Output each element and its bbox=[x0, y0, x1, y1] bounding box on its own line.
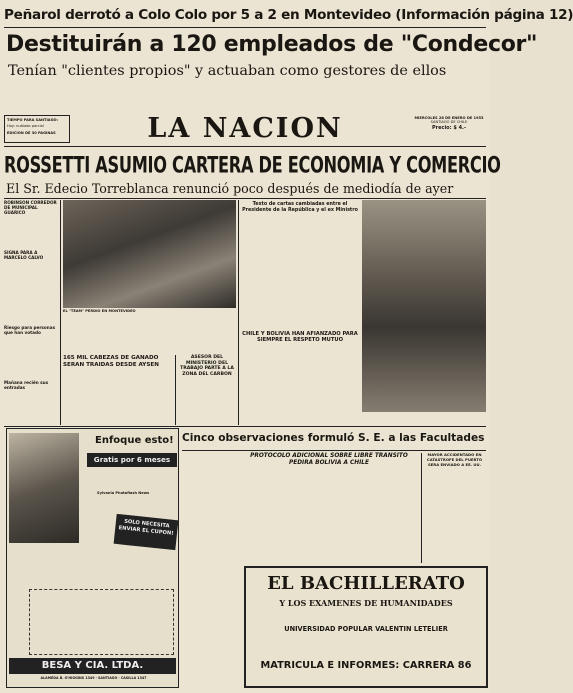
condecor-headline: Destituirán a 120 empleados de "Condecor" bbox=[6, 32, 538, 57]
weather-box bbox=[4, 115, 70, 143]
coupon bbox=[29, 589, 174, 655]
left-head-1: ROBINSON CORREDOR DE MUNICIPAL GUARICO bbox=[4, 200, 57, 215]
protocolo-headline: PROTOCOLO ADICIONAL SOBRE LIBRE TRANSITO PEDIRA BOLIVIA A CHILE bbox=[250, 453, 408, 467]
dateline-box bbox=[412, 116, 486, 144]
team-photo-caption: EL "TEAM" PERDIO EN MONTEVIDEO bbox=[63, 309, 136, 313]
ad-sylvania: Sylvania Photoflash News bbox=[97, 491, 150, 495]
woman-photo bbox=[9, 433, 79, 543]
condecor-text-col3 bbox=[199, 82, 294, 114]
ad-address: ALAMEDA B. O'HIGGINS 1349 · SANTIAGO · CASILLA 1347 bbox=[40, 676, 147, 680]
weather-text: Hoy: nublado parcial bbox=[7, 124, 44, 129]
ad-matricula: MATRICULA E INFORMES: CARRERA 86 bbox=[260, 660, 472, 671]
dateline-date: MIERCOLES 28 DE ENERO DE 1953 bbox=[414, 116, 484, 120]
edition-note: EDICION DE 30 PAGINAS bbox=[7, 130, 56, 135]
top-banner: Peñarol derrotó a Colo Colo por 5 a 2 en Montevideo (Información página 12) bbox=[4, 7, 573, 23]
left-column bbox=[4, 200, 59, 425]
ganado-headline: 165 MIL CABEZAS DE GANADO SERAN TRAIDAS DESDE AYSEN bbox=[63, 355, 159, 368]
sylvania-ad bbox=[6, 428, 179, 688]
dateline-price: Precio: $ 4.- bbox=[431, 124, 467, 131]
mayor-headline: MAYOR ACCIDENTADO EN CATASTROFE DEL PUERTO SERA ENVIADO A EE. UU. bbox=[426, 452, 483, 467]
weather-title: TIEMPO PARA SANTIAGO: bbox=[7, 118, 59, 122]
ad-enfoque: Enfoque esto! bbox=[95, 435, 174, 446]
left-head-3: Riesgo para personas que han votado bbox=[4, 325, 56, 335]
ad-solo: SOLO NECESITA ENVIAR EL CUPON! bbox=[114, 514, 179, 550]
ad-bachillerato-sub: Y LOS EXAMENES DE HUMANIDADES bbox=[279, 598, 453, 608]
ad-univ: UNIVERSIDAD POPULAR VALENTIN LETELIER bbox=[284, 625, 448, 633]
asesor-headline: ASESOR DEL MINISTERIO DEL TRABAJO PARTE A LA ZONA DEL CARBON bbox=[180, 355, 234, 377]
telegram-headline: Texto de cartas cambiadas entre el Presidente de la República y el ex Ministro bbox=[242, 202, 358, 213]
masthead: LA NACION bbox=[147, 113, 343, 144]
left-head-2: SIGNA PARA A MARCELO CALVO bbox=[4, 250, 44, 260]
cinco-headline: Cinco observaciones formuló S. E. a las Facultades bbox=[182, 432, 485, 444]
ad-company: BESA Y CIA. LTDA. bbox=[9, 658, 176, 674]
fountain-photo bbox=[362, 200, 486, 412]
chile-bolivia-headline: CHILE Y BOLIVIA HAN AFIANZADO PARA SIEMPRE EL RESPETO MUTUO bbox=[242, 331, 358, 344]
dateline-city: SANTIAGO DE CHILE bbox=[430, 120, 468, 125]
main-headline: ROSSETTI ASUMIO CARTERA DE ECONOMIA Y COMERCIO bbox=[4, 152, 501, 178]
condecor-text-col5 bbox=[397, 82, 486, 114]
main-subhead: El Sr. Edecio Torreblanca renunció poco después de mediodía de ayer bbox=[6, 181, 454, 196]
bachillerato-ad bbox=[244, 566, 488, 688]
condecor-text-col4 bbox=[298, 82, 393, 114]
team-photo bbox=[63, 200, 236, 308]
ad-bachillerato-title: EL BACHILLERATO bbox=[267, 573, 465, 594]
condecor-subhead: Tenían "clientes propios" y actuaban como gestores de ellos bbox=[8, 63, 447, 79]
left-head-4: Mañana recién sus entradas bbox=[4, 380, 49, 390]
ad-gratis: Gratis por 6 meses bbox=[87, 453, 177, 467]
condecor-text-col2 bbox=[100, 82, 195, 114]
condecor-text-col1 bbox=[4, 82, 96, 114]
